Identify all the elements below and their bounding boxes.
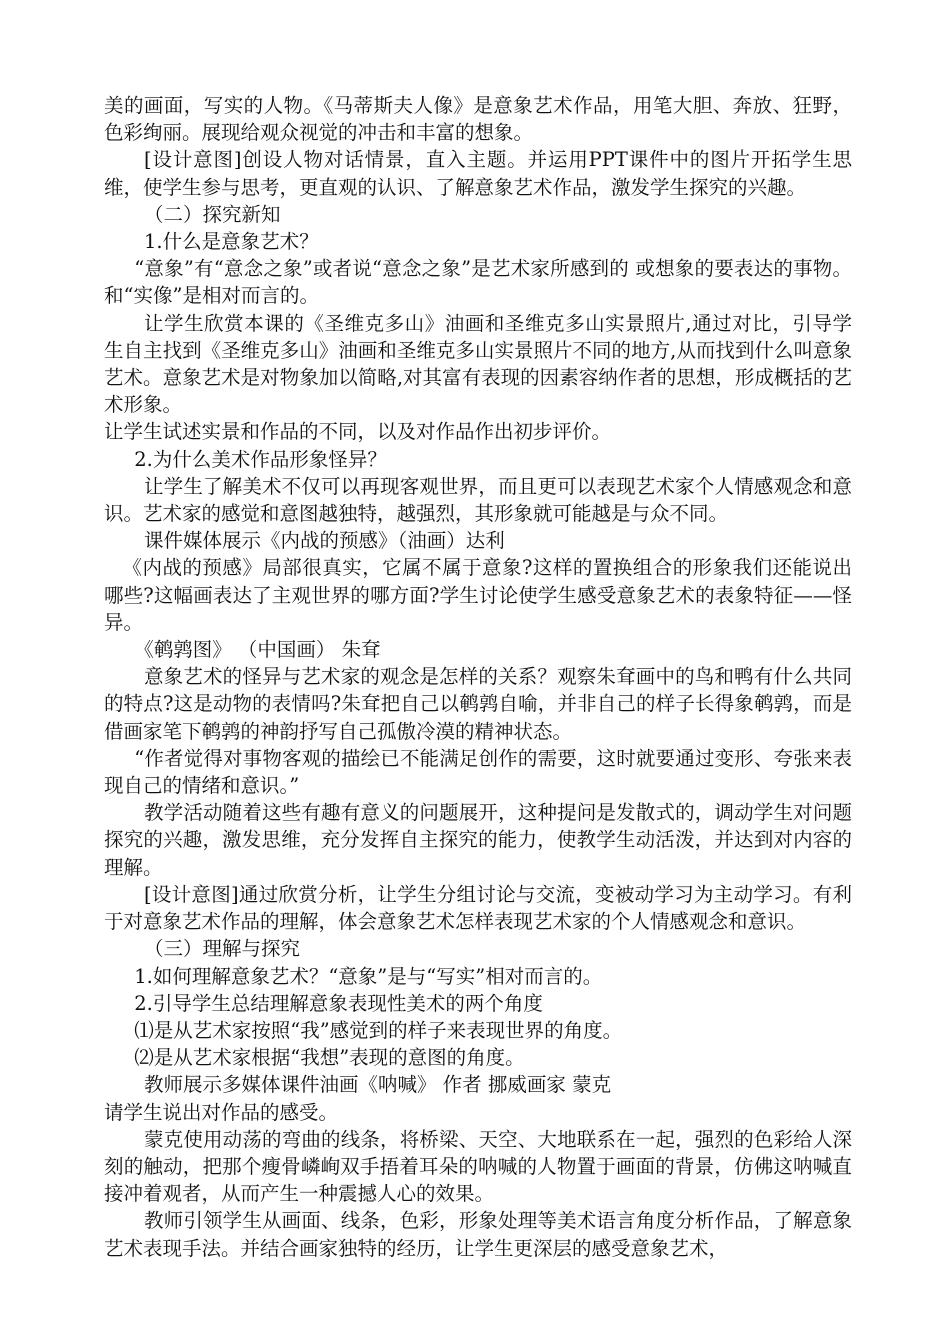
paragraph: 蒙克使用动荡的弯曲的线条，将桥梁、天空、大地联系在一起，强烈的色彩给人深刻的触动，把那个瘦骨嶙峋双手捂着耳朵的呐喊的人物置于画面的背景，仿佛这呐喊直接冲着观者，从而产生一种震撼人心的效果。	[104, 1127, 852, 1206]
quote-paragraph: “作者觉得对事物客观的描绘已不能满足创作的需要，这时就要通过变形、夸张来表现自己的情绪和意识。”	[104, 746, 852, 798]
paragraph: 2.引导学生总结理解意象表现性美术的两个角度	[134, 991, 543, 1015]
section-heading: （二）探究新知	[143, 202, 281, 226]
paragraph: 美的画面，写实的人物。《马蒂斯夫人像》是意象艺术作品，用笔大胆、奔放、狂野，色彩绚丽。展现给观众视觉的冲击和丰富的想象。	[104, 94, 852, 145]
paragraph: 教师引领学生从画面、线条，色彩，形象处理等美术语言角度分析作品，了解意象艺术表现手法。并结合画家独特的经历，让学生更深层的感受意象艺术，	[104, 1209, 852, 1260]
paragraph: 《内战的预感》局部很真实，它属不属于意象?这样的置换组合的形象我们还能说出哪些?这幅画表达了主观世界的哪方面?学生讨论使学生感受意象艺术的表象特征——怪异。	[104, 556, 852, 634]
paragraph: 让学生试述实景和作品的不同，以及对作品作出初步评价。	[104, 420, 612, 444]
paragraph: 教学活动随着这些有趣有意义的问题展开，这种提问是发散式的，调动学生对问题探究的兴趣，激发思维，充分发挥自主探究的能力，使教学生动活泼，并达到对内容的理解。	[104, 801, 852, 879]
document-body	[104, 92, 852, 1262]
subsection-heading: 1.什么是意象艺术？	[143, 230, 319, 254]
list-item: ⑵是从艺术家根据“我想”表现的意图的角度。	[134, 1046, 525, 1070]
paragraph: 1.如何理解意象艺术？“意象”是与“写实”相对而言的。	[134, 964, 603, 988]
list-item: ⑴是从艺术家按照“我”感觉到的样子来表现世界的角度。	[134, 1018, 623, 1042]
paragraph: “意象”有“意念之象”或者说“意念之象”是艺术家所感到的 或想象的要表达的事物。和“实像”是相对而言的。	[104, 257, 852, 308]
paragraph: [设计意图]创设人物对话情景，直入主题。并运用PPT课件中的图片开拓学生思维，使学生参与思考，更直观的认识、了解意象艺术作品，激发学生探究的兴趣。	[104, 148, 852, 199]
paragraph: 《鹌鹑图》 （中国画） 朱耷	[134, 638, 381, 662]
paragraph: 意象艺术的怪异与艺术家的观念是怎样的关系？观察朱耷画中的鸟和鸭有什么共同的特点?这是动物的表情吗?朱耷把自己以鹌鹑自喻，并非自己的样子长得象鹌鹑，而是借画家笔下鹌鹑的神韵抒写自己孤傲冷漠的精神状态。	[104, 665, 852, 743]
paragraph: [设计意图]通过欣赏分析，让学生分组讨论与交流，变被动学习为主动学习。有利于对意象艺术作品的理解，体会意象艺术怎样表现艺术家的个人情感观念和意识。	[104, 882, 852, 934]
paragraph: 让学生了解美术不仅可以再现客观世界，而且更可以表现艺术家个人情感观念和意识。艺术家的感觉和意图越独特，越强烈，其形象就可能越是与众不同。	[104, 474, 852, 526]
paragraph: 课件媒体展示《内战的预感》（油画）达利	[143, 529, 505, 553]
section-heading: （三）理解与探究	[143, 937, 300, 961]
paragraph: 教师展示多媒体课件油画《呐喊》 作者 挪威画家 蒙克	[143, 1073, 612, 1097]
paragraph: 请学生说出对作品的感受。	[104, 1100, 339, 1124]
paragraph: 让学生欣赏本课的《圣维克多山》油画和圣维克多山实景照片,通过对比，引导学生自主找到《圣维克多山》油画和圣维克多山实景照片不同的地方,从而找到什么叫意象艺术。意象艺术是对物象加以简略,对其富有表现的因素容纳作者的思想，形成概括的艺术形象。	[104, 311, 852, 417]
subsection-heading: 2.为什么美术作品形象怪异？	[134, 447, 387, 471]
